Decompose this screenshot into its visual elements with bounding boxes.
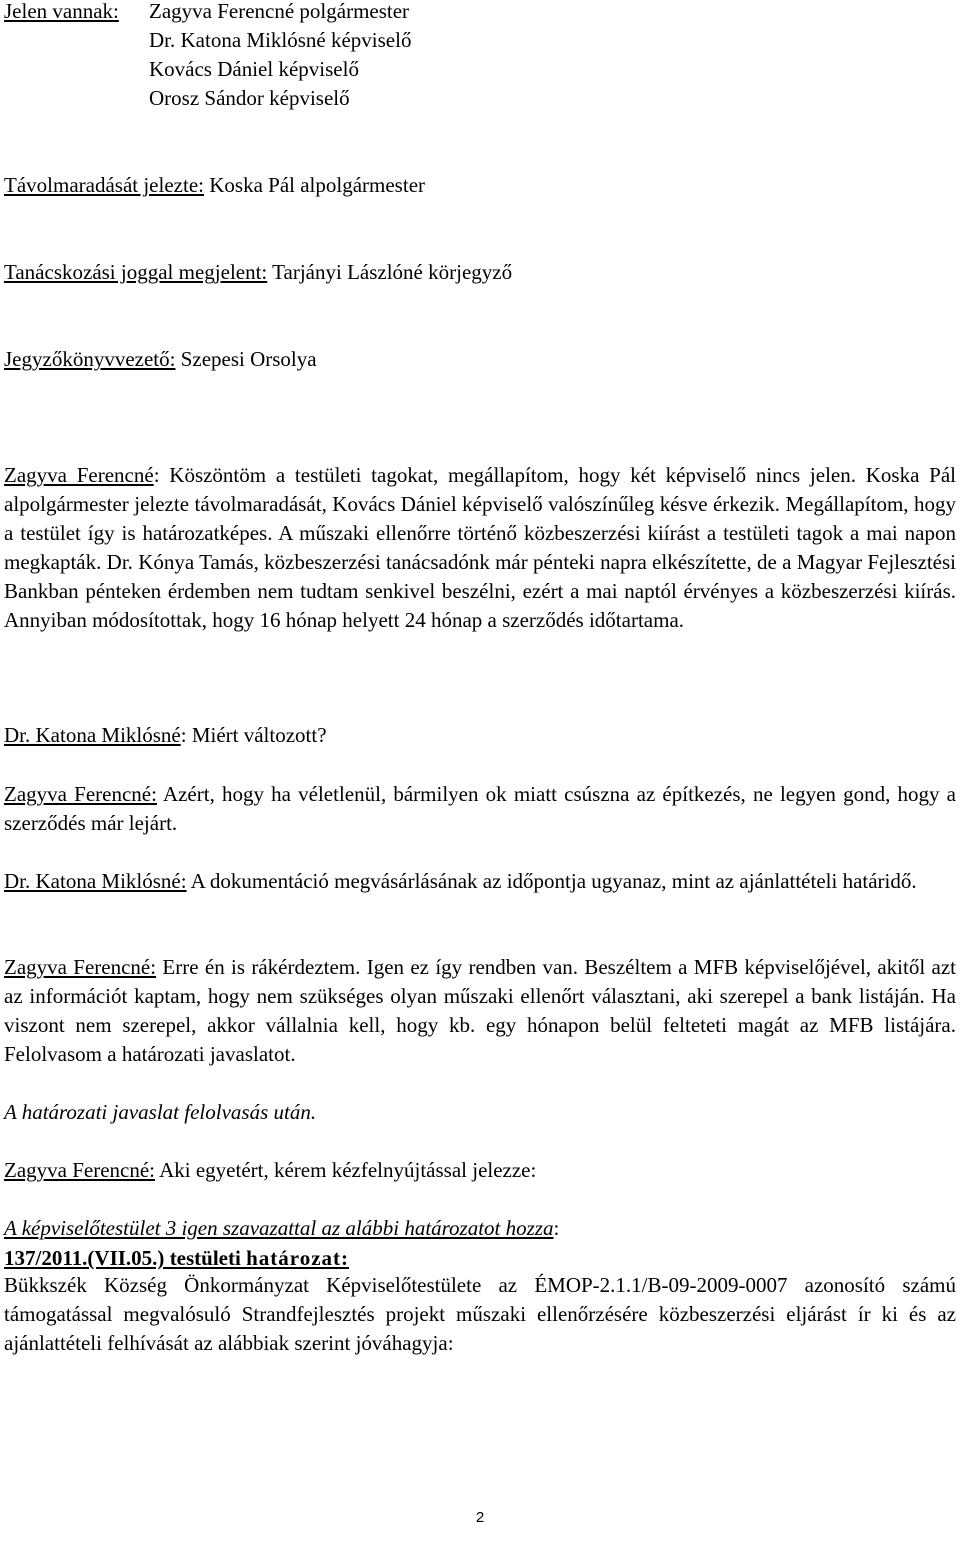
attendee-name: Orosz Sándor képviselő: [149, 86, 350, 110]
paragraph-text: : Köszöntöm a testületi tagokat, megállapítom, hogy két képviselő nincs jelen. Koska Pál alpolgármester jelezte távolmaradását, Kovács Dániel képviselő valószínűleg késve érkezik. Megállapítom, hogy a testület így is határozatképes. A műszaki ellenőrre történő közbeszerzési kiírást a testületi tagok a mai napon megkapták. Dr. Kónya Tamás, közbeszerzési tanácsadónk már pénteki napra elkészítette, de a Magyar Fejlesztési Bankban pénteken érdemben nem tudtam senkivel beszélni, ezért a mai naptól érvényes a közbeszerzési kiírás. Annyiban módosítottak, hogy 16 hónap helyett 24 hónap a szerződés időtartama.: [4, 463, 956, 632]
vote-result: [4, 1214, 559, 1243]
vote-text: A képviselőtestület 3 igen szavazattal az alábbi határozatot hozza: [4, 1216, 554, 1240]
paragraph-text: Erre én is rákérdeztem. Igen ez így rendben van. Beszéltem a MFB képviselőjével, akitől azt az információt kaptam, hogy nem szükséges olyan műszaki ellenőrt választani, aki szerepel a bank listáján. Ha viszont nem szerepel, akkor vállalnia kell, hogy kb. egy hónapon belül felteteti magát az MFB listájára. Felolvasom a határozati javaslatot.: [4, 955, 956, 1066]
recorder-line: [4, 345, 317, 374]
resolution-text: Bükkszék Község Önkormányzat Képviselőtestülete az ÉMOP-2.1.1/B-09-2009-0007 azonosító számú támogatással megvalósuló Strandfejlesztés projekt műszaki ellenőrzésére közbeszerzési eljárást ír ki és az ajánlattételi felhívását az alábbiak szerint jóváhagyja:: [4, 1273, 956, 1355]
attendee-name: Dr. Katona Miklósné képviselő: [149, 28, 412, 52]
paragraph-text: Aki egyetért, kérem kézfelnyújtással jelezze:: [155, 1158, 537, 1182]
advisory-label: Tanácskozási joggal megjelent:: [4, 260, 268, 284]
resolution-heading: [4, 1244, 349, 1273]
paragraph-opening: [4, 461, 956, 635]
paragraph-answer: [4, 780, 956, 838]
vote-colon: :: [553, 1216, 560, 1240]
absent-value: Koska Pál alpolgármester: [203, 173, 426, 197]
speaker-name: Dr. Katona Miklósné:: [4, 869, 187, 893]
paragraph-documentation: [4, 867, 956, 896]
paragraph-mfb: [4, 953, 956, 1069]
paragraph-question: [4, 721, 327, 750]
speaker-name: Zagyva Ferencné: [4, 463, 154, 487]
paragraph-vote-call: [4, 1156, 536, 1185]
speaker-name: Dr. Katona Miklósné: [4, 723, 181, 747]
attendees-list: [149, 0, 411, 113]
speaker-name: Zagyva Ferencné:: [4, 782, 157, 806]
advisory-value: Tarjányi Lászlóné körjegyző: [267, 260, 513, 284]
resolution-title: határozat:: [246, 1246, 350, 1270]
paragraph-text: Azért, hogy ha véletlenül, bármilyen ok miatt csúszna az építkezés, ne legyen gond, hogy a szerződés már lejárt.: [4, 782, 956, 835]
speaker-name: Zagyva Ferencné:: [4, 955, 157, 979]
resolution-title-prefix: testületi: [164, 1246, 247, 1270]
speaker-name: Zagyva Ferencné:: [4, 1158, 156, 1182]
advisory-line: [4, 258, 512, 287]
paragraph-text: : Miért változott?: [180, 723, 327, 747]
absent-line: [4, 171, 425, 200]
attendee-name: Zagyva Ferencné polgármester: [149, 0, 410, 23]
recorder-label: Jegyzőkönyvvezető:: [4, 347, 176, 371]
absent-label: Távolmaradását jelezte:: [4, 173, 204, 197]
reading-note: A határozati javaslat felolvasás után.: [4, 1100, 317, 1124]
resolution-number: 137/2011.(VII.05.): [4, 1246, 165, 1270]
attendees-label: Jelen vannak:: [4, 0, 119, 23]
attendees-block: [4, 0, 411, 113]
paragraph-text: A dokumentáció megvásárlásának az időpontja ugyanaz, mint az ajánlattételi határidő.: [186, 869, 917, 893]
page-number: 2: [475, 1509, 485, 1526]
attendee-name: Kovács Dániel képviselő: [149, 57, 359, 81]
recorder-value: Szepesi Orsolya: [175, 347, 317, 371]
